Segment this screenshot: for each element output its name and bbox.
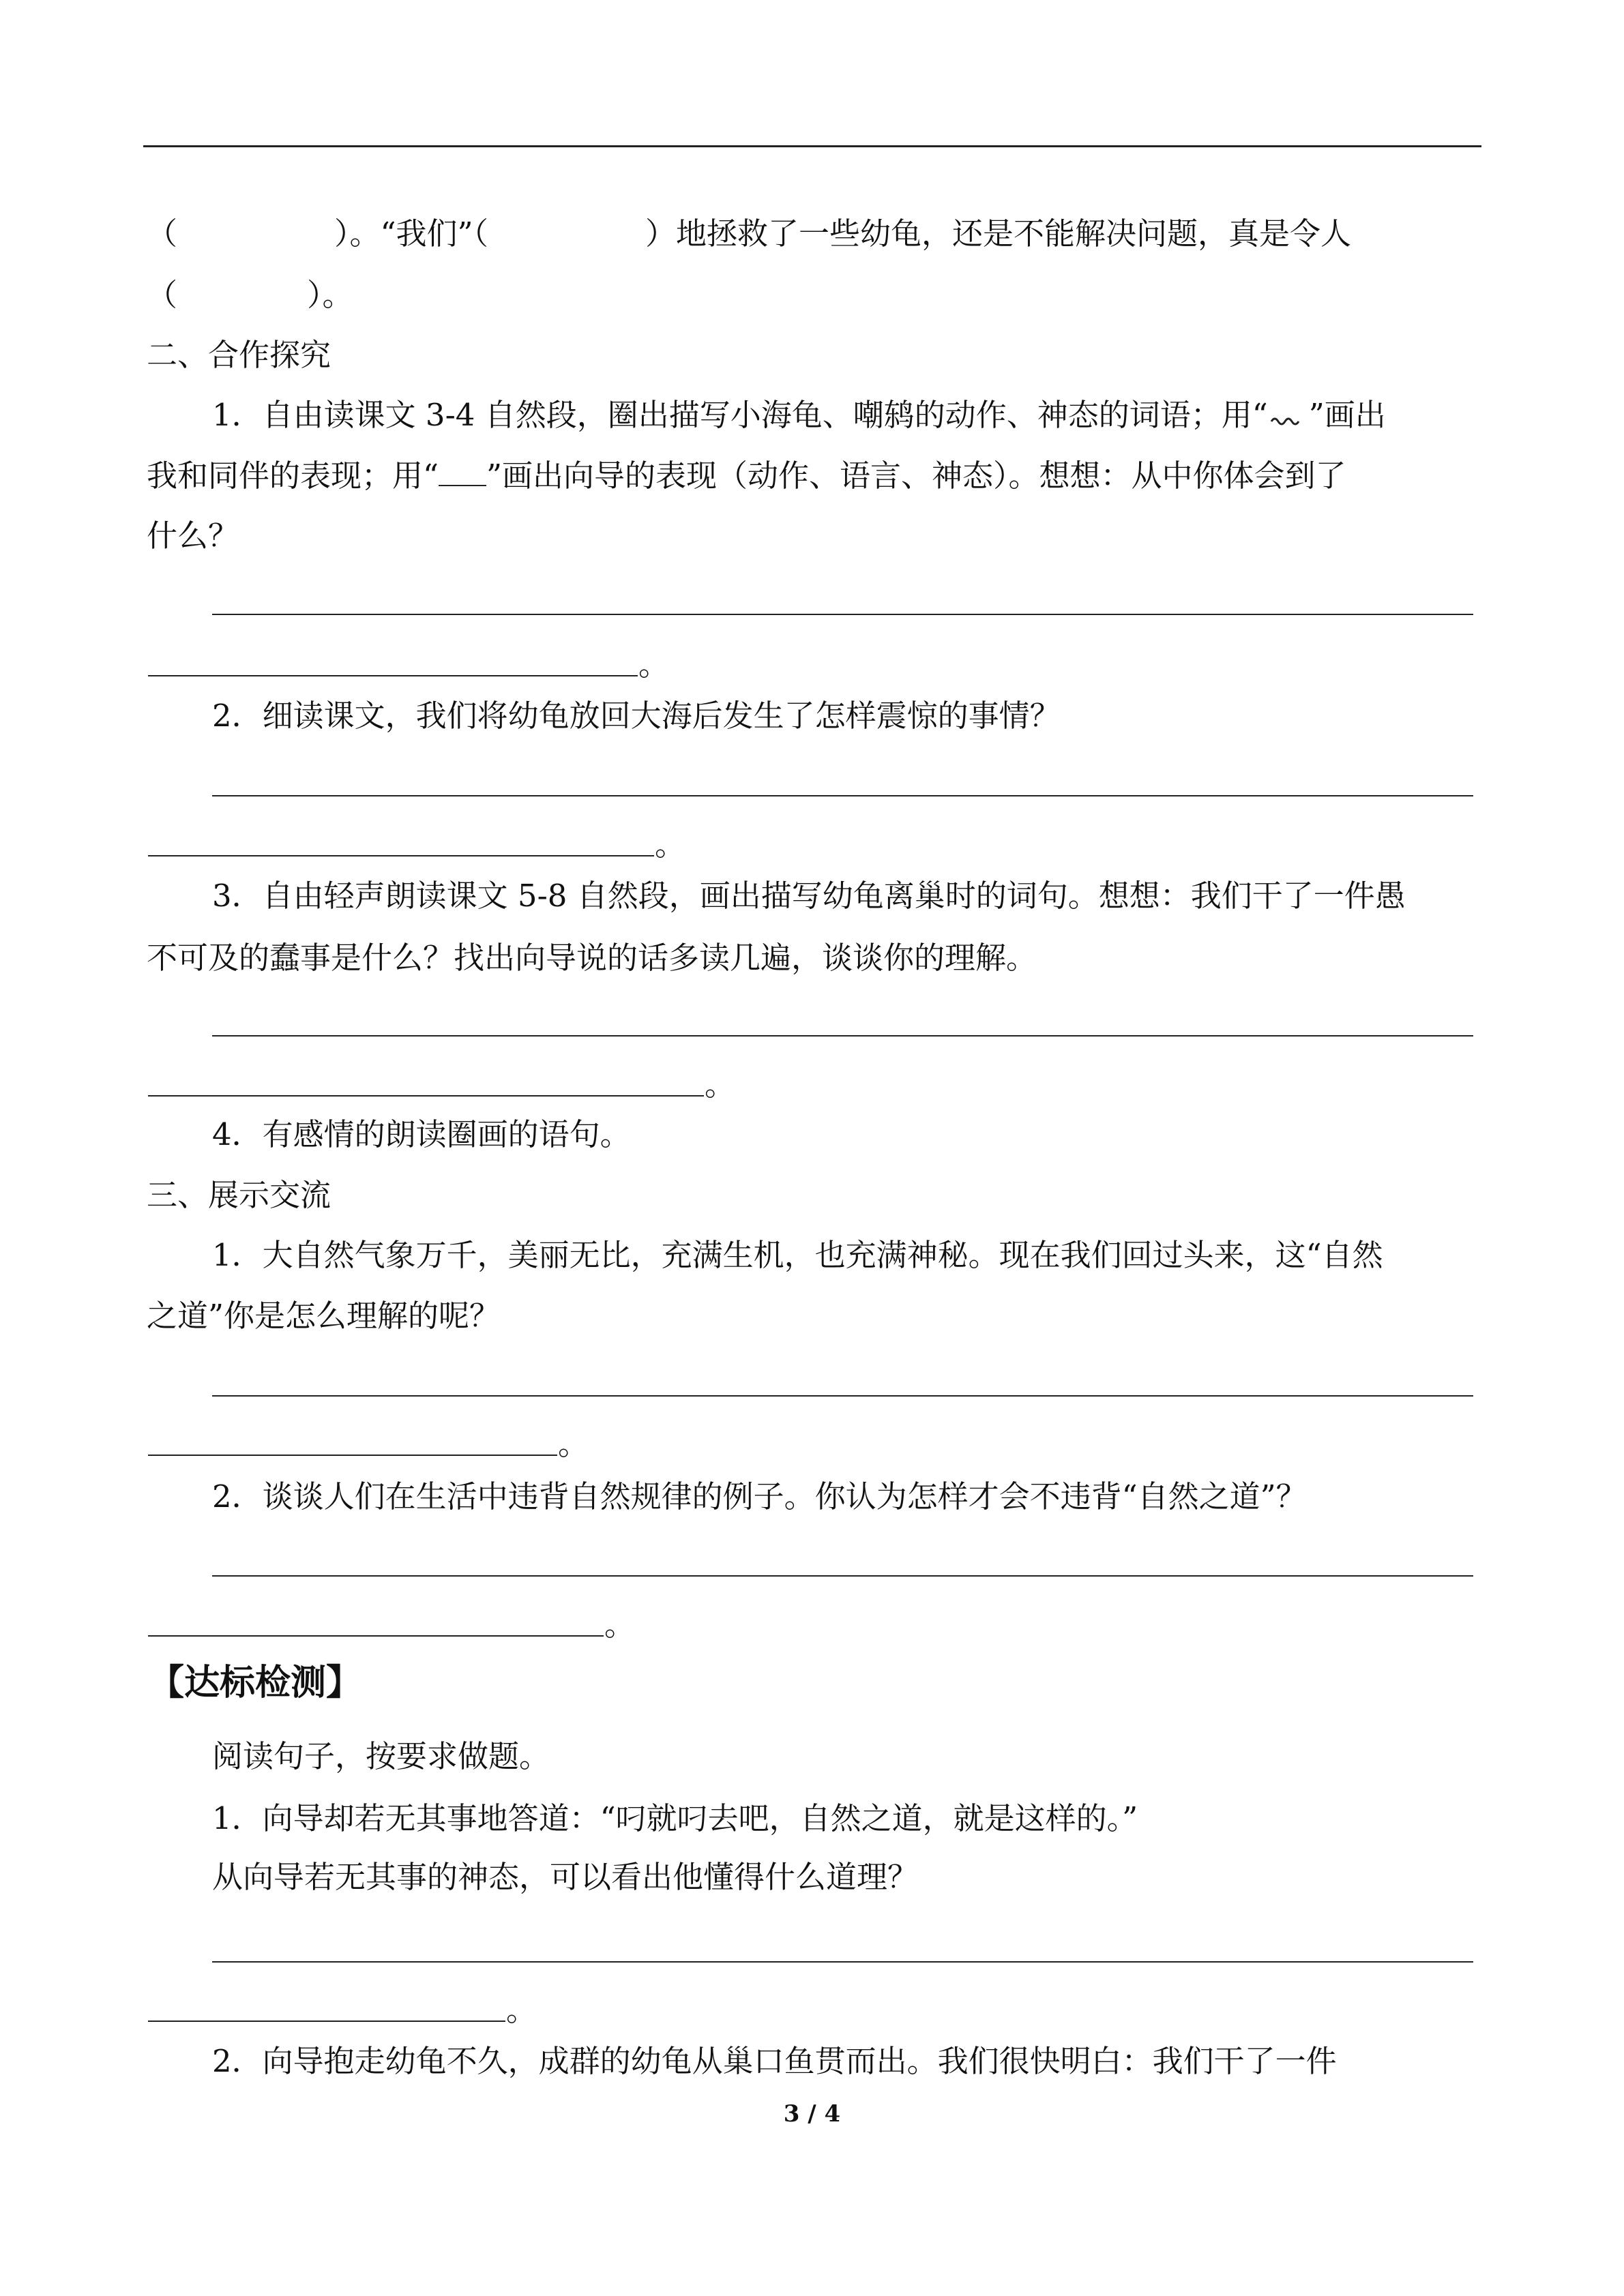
question-4: 4．有感情的朗读圈画的语句。 (212, 1116, 631, 1152)
instruction: 阅读句子，按要求做题。 (212, 1738, 550, 1774)
question-1-line-3: 什么？ (147, 518, 239, 554)
answer-line[interactable] (212, 614, 1473, 615)
header-rule (143, 145, 1481, 147)
exchange-question-1-line-2: 之道”你是怎么理解的呢？ (147, 1298, 501, 1334)
assessment-question-1-quote: 1．向导却若无其事地答道：“叼就叼去吧，自然之道，就是这样的。” (212, 1800, 1138, 1836)
wavy-underline-icon (1268, 408, 1309, 428)
fill-in-line-2: （ ）。 (147, 277, 353, 313)
answer-line[interactable] (212, 1575, 1473, 1577)
exchange-question-2: 2．谈谈人们在生活中违背自然规律的例子。你认为怎样才会不违背“自然之道”？ (212, 1478, 1307, 1515)
answer-line[interactable] (148, 1455, 557, 1456)
answer-line[interactable] (148, 2021, 505, 2022)
answer-line[interactable] (212, 1395, 1473, 1397)
answer-line[interactable] (212, 795, 1473, 796)
straight-underline-icon (439, 460, 486, 486)
answer-line[interactable] (212, 1035, 1473, 1037)
page-number: 3 / 4 (783, 2100, 841, 2128)
answer-line[interactable] (148, 675, 638, 676)
assessment-question-2: 2．向导抱走幼龟不久，成群的幼龟从巢口鱼贯而出。我们很快明白：我们干了一件 (212, 2043, 1337, 2079)
question-1-line-1: 1．自由读课文 3-4 自然段，圈出描写小海龟、嘲鸫的动作、神态的词语；用“ ”画出 (212, 397, 1386, 433)
answer-line[interactable] (148, 1095, 704, 1097)
question-2: 2．细读课文，我们将幼龟放回大海后发生了怎样震惊的事情？ (212, 698, 1061, 734)
section-heading-exchange: 三、展示交流 (147, 1177, 331, 1213)
question-3-line-1: 3．自由轻声朗读课文 5-8 自然段，画出描写幼龟离巢时的词句。想想：我们干了一件愚 (212, 878, 1406, 914)
worksheet-page: （ ）。“我们”（ ）地拯救了一些幼龟，还是不能解决问题，真是令人 （ ）。 二、合作探究 1．自由读课文 3-4 自然段，圈出描写小海龟、嘲鸫的动作、神态的词语；用“ ”画出 我和同伴的表现；用“ ”画出向导的表现（动作、语言、神态）。想想：从中你体会到了 什么？ 。 2．细读课文，我们将幼龟放回大海后发生了怎样震惊的事情？ 。 3．自由轻声朗读课文 5-8 自然段，画出描写幼龟离巢时的词句。想想：我们干了一件愚 不可及的蠢事是什么？找出向导说的话多读几遍，谈谈你的理解。 。 4．有感情的朗读圈画的语句。 三、展示交流 1．大自然气象万千，美丽无比，充满生机，也充满神秘。现在我们回过头来，这“自然 之道”你是怎么理解的呢？ 。 2．谈谈人们在生活中违背自然规律的例子。你认为怎样才会不违背“自然之道”？ 。 【达标检测】 阅读句子，按要求做题。 1．向导却若无其事地答道：“叼就叼去吧，自然之道，就是这样的。” 从向导若无其事的神态，可以看出他懂得什么道理？ 。 2．向导抱走幼龟不久，成群的幼龟从巢口鱼贯而出。我们很快明白：我们干了一件 3 / 4 (0, 0, 1624, 2296)
question-1-line-2: 我和同伴的表现；用“ ”画出向导的表现（动作、语言、神态）。想想：从中你体会到了 (147, 458, 1346, 494)
section-heading-cooperate: 二、合作探究 (147, 337, 331, 373)
fill-in-line-1: （ ）。“我们”（ ）地拯救了一些幼龟，还是不能解决问题，真是令人 (147, 215, 1352, 252)
answer-line[interactable] (148, 855, 654, 856)
assessment-question-1-prompt: 从向导若无其事的神态，可以看出他懂得什么道理？ (212, 1859, 919, 1895)
assessment-heading: 【达标检测】 (149, 1663, 362, 1703)
question-3-line-2: 不可及的蠢事是什么？找出向导说的话多读几遍，谈谈你的理解。 (147, 940, 1037, 976)
exchange-question-1-line-1: 1．大自然气象万千，美丽无比，充满生机，也充满神秘。现在我们回过头来，这“自然 (212, 1237, 1383, 1273)
answer-line[interactable] (212, 1961, 1473, 1963)
answer-line[interactable] (148, 1635, 604, 1637)
